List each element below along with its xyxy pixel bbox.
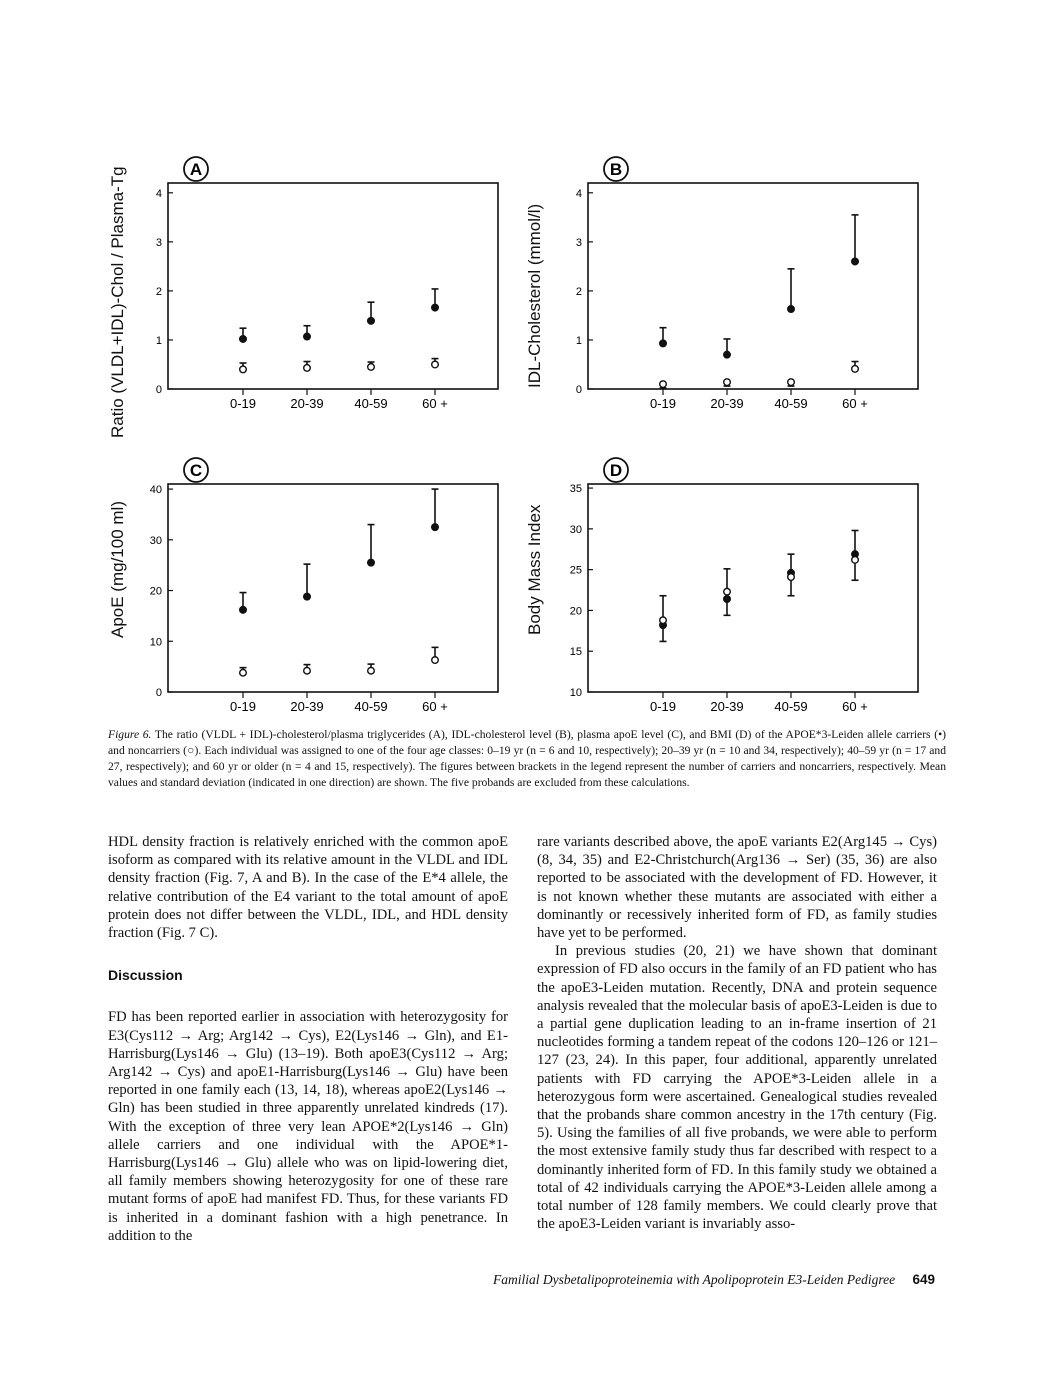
panel-label: A: [189, 160, 203, 179]
y-tick-label: 1: [155, 334, 162, 347]
panel-label: B: [609, 160, 623, 179]
chart-panel-a: [155, 150, 498, 411]
right-paragraph-1: rare variants described above, the apoE variants E2(Arg145 → Cys) (8, 34, 35) and E2-Christchurch(Arg136 → Ser) (35, 36) are also reported to be associated with the development of FD. However, it is not known whether these mutants are associated with either a dominantly or recessively inherited form of FD, as family studies have yet to be performed.: [537, 834, 937, 942]
carrier-point: [724, 351, 731, 358]
x-tick-label: 0-19: [229, 699, 257, 714]
y-tick-label: 2: [155, 285, 162, 298]
noncarrier-point: [660, 381, 667, 388]
panel-b-ylabel: IDL-Cholesterol (mmol/l): [525, 203, 544, 388]
left-paragraph-2: FD has been reported earlier in association with heterozygosity for E3(Cys112 → Arg; Arg142 → Cys), E2(Lys146 → Gln), and E1-Harrisburg(Lys146 → Glu) (13–19). Both apoE3(Cys112 → Arg; Arg142 → Cys) and apoE1-Harrisburg(Lys146 → Glu) have been reported in one family each (13, 14, 18), whereas apoE2(Lys146 → Gln) has been studied in three apparently unrelated kindreds (17). With the exception of three very lean APOE*2(Lys146 → Gln) allele carriers and one individual with the APOE*1-Harrisburg(Lys146 → Glu) allele who was on lipid-lowering diet, all family members showing heterozygosity for one of these rare mutant forms of apoE had manifest FD. Thus, for these variants FD is inherited in a dominant fashion with a high penetrance. In addition to the: [108, 1009, 508, 1244]
carrier-point: [304, 333, 311, 340]
carrier-point: [852, 258, 859, 265]
carrier-point: [240, 607, 247, 614]
x-tick-label: 60 +: [422, 699, 448, 714]
caption-text: The ratio (VLDL + IDL)-cholesterol/plasma triglycerides (A), IDL-cholesterol level (B), plasma apoE level (C), and BMI (D) of the APOE*3-Leiden allele carriers (•) and noncarriers (○). Each individual was assigned to one of the four age classes: 0–19 yr (n = 6 and 10, respectively); 20–39 yr (n = 10 and 34, respectively); 40–59 yr (n = 17 and 27, respectively); and 60 yr or older (n = 4 and 15, respectively). The figures between brackets in the legend represent the number of carriers and noncarriers, respectively. Mean values and standard deviation (indicated in one direction) are shown. The five probands are excluded from these calculations.: [108, 728, 946, 789]
page-number: 649: [912, 1272, 935, 1287]
carrier-point: [304, 593, 311, 600]
y-tick-label: 3: [155, 236, 162, 249]
left-column: [108, 833, 508, 1245]
panel-d-ylabel: Body Mass Index: [525, 504, 544, 635]
panel-c-ylabel: ApoE (mg/100 ml): [108, 501, 127, 638]
y-tick-label: 30: [149, 534, 162, 547]
noncarrier-point: [432, 361, 439, 368]
carrier-point: [240, 336, 247, 343]
chart-d-svg: [569, 450, 918, 720]
x-tick-label: 0-19: [649, 396, 677, 411]
y-tick-label: 10: [149, 636, 162, 649]
y-tick-label: 0: [575, 384, 582, 396]
plot-frame: [168, 183, 498, 389]
x-tick-label: 60 +: [842, 396, 868, 411]
carrier-point: [432, 304, 439, 311]
chart-b-svg: [575, 150, 918, 411]
noncarrier-point: [724, 588, 731, 595]
x-tick-label: 40-59: [774, 699, 808, 714]
x-tick-label: 60 +: [422, 396, 448, 411]
carrier-point: [432, 524, 439, 531]
noncarrier-point: [368, 364, 375, 371]
carrier-point: [724, 596, 731, 603]
panel-label: D: [609, 461, 623, 480]
panel-a-ylabel: Ratio (VLDL+IDL)-Chol / Plasma-Tg: [108, 166, 127, 438]
x-tick-label: 40-59: [774, 396, 808, 411]
carrier-point: [660, 340, 667, 347]
chart-a-svg: [155, 150, 498, 411]
x-tick-label: 40-59: [354, 699, 388, 714]
x-tick-label: 60 +: [842, 699, 868, 714]
y-tick-label: 4: [575, 187, 582, 200]
y-tick-label: 15: [569, 646, 582, 659]
page-footer: [455, 1272, 935, 1288]
running-title: Familial Dysbetalipoproteinemia with Apolipoprotein E3-Leiden Pedigree: [493, 1272, 896, 1287]
noncarrier-point: [240, 669, 247, 676]
carrier-point: [368, 559, 375, 566]
y-tick-label: 0: [155, 687, 162, 699]
y-tick-label: 25: [569, 564, 582, 577]
plot-frame: [588, 484, 918, 692]
noncarrier-point: [304, 667, 311, 674]
y-tick-label: 2: [575, 285, 582, 298]
panel-label: C: [189, 461, 203, 480]
noncarrier-point: [724, 379, 731, 386]
noncarrier-point: [240, 366, 247, 373]
x-tick-label: 20-39: [290, 699, 324, 714]
right-column: [537, 833, 937, 1233]
noncarrier-point: [852, 557, 859, 564]
figure-label: Figure 6.: [108, 728, 152, 741]
y-tick-label: 30: [569, 523, 582, 536]
noncarrier-point: [304, 365, 311, 372]
y-tick-label: 40: [149, 484, 162, 497]
noncarrier-point: [368, 667, 375, 674]
chart-panel-b: [575, 150, 918, 411]
x-tick-label: 0-19: [229, 396, 257, 411]
x-tick-label: 0-19: [649, 699, 677, 714]
x-tick-label: 20-39: [290, 396, 324, 411]
y-tick-label: 0: [155, 384, 162, 396]
chart-c-svg: [149, 450, 498, 720]
y-tick-label: 1: [575, 334, 582, 347]
y-tick-label: 20: [569, 605, 582, 618]
y-tick-label: 20: [149, 585, 162, 598]
chart-panel-c: [149, 450, 498, 714]
x-tick-label: 20-39: [710, 396, 744, 411]
carrier-point: [788, 306, 795, 313]
x-tick-label: 20-39: [710, 699, 744, 714]
section-heading-discussion: Discussion: [108, 967, 183, 984]
noncarrier-point: [660, 617, 667, 624]
plot-frame: [168, 484, 498, 692]
left-paragraph-1: HDL density fraction is relatively enriched with the common apoE isoform as compared with its relative amount in the VLDL and IDL density fraction (Fig. 7, A and B). In the case of the E*4 allele, the relative contribution of the E4 variant to the total amount of apoE protein does not differ between the VLDL, IDL, and HDL density fraction (Fig. 7 C).: [108, 834, 508, 942]
y-tick-label: 10: [569, 687, 582, 699]
y-tick-label: 4: [155, 187, 162, 200]
noncarrier-point: [432, 657, 439, 664]
right-paragraph-2: In previous studies (20, 21) we have shown that dominant expression of FD also occurs in the family of an FD patient who has the apoE3-Leiden mutation. Recently, DNA and protein sequence analysis revealed that the molecular basis of apoE3-Leiden is due to a partial gene duplication leading to an in-frame insertion of 21 nucleotides forming a tandem repeat of the codons 120–126 or 121–127 (23, 24). In this paper, four additional, apparently unrelated patients with FD carrying the APOE*3-Leiden allele in a heterozygous form were ascertained. Genealogical studies revealed that the probands share common ancestry in the 17th century (Fig. 5). Using the families of all five probands, we were able to perform the most extensive family study thus far described with respect to a dominantly inherited form of FD. In this family study we obtained a total of 42 individuals carrying the APOE*3-Leiden allele among a total number of 128 family members. We could clearly prove that the apoE3-Leiden variant is invariably asso-: [537, 943, 937, 1233]
y-tick-label: 35: [569, 483, 582, 496]
noncarrier-point: [852, 366, 859, 373]
x-tick-label: 40-59: [354, 396, 388, 411]
plot-frame: [588, 183, 918, 389]
y-tick-label: 3: [575, 236, 582, 249]
carrier-point: [368, 318, 375, 325]
chart-panel-d: [569, 450, 918, 714]
noncarrier-point: [788, 379, 795, 386]
noncarrier-point: [788, 574, 795, 581]
figure-caption: [108, 727, 946, 791]
